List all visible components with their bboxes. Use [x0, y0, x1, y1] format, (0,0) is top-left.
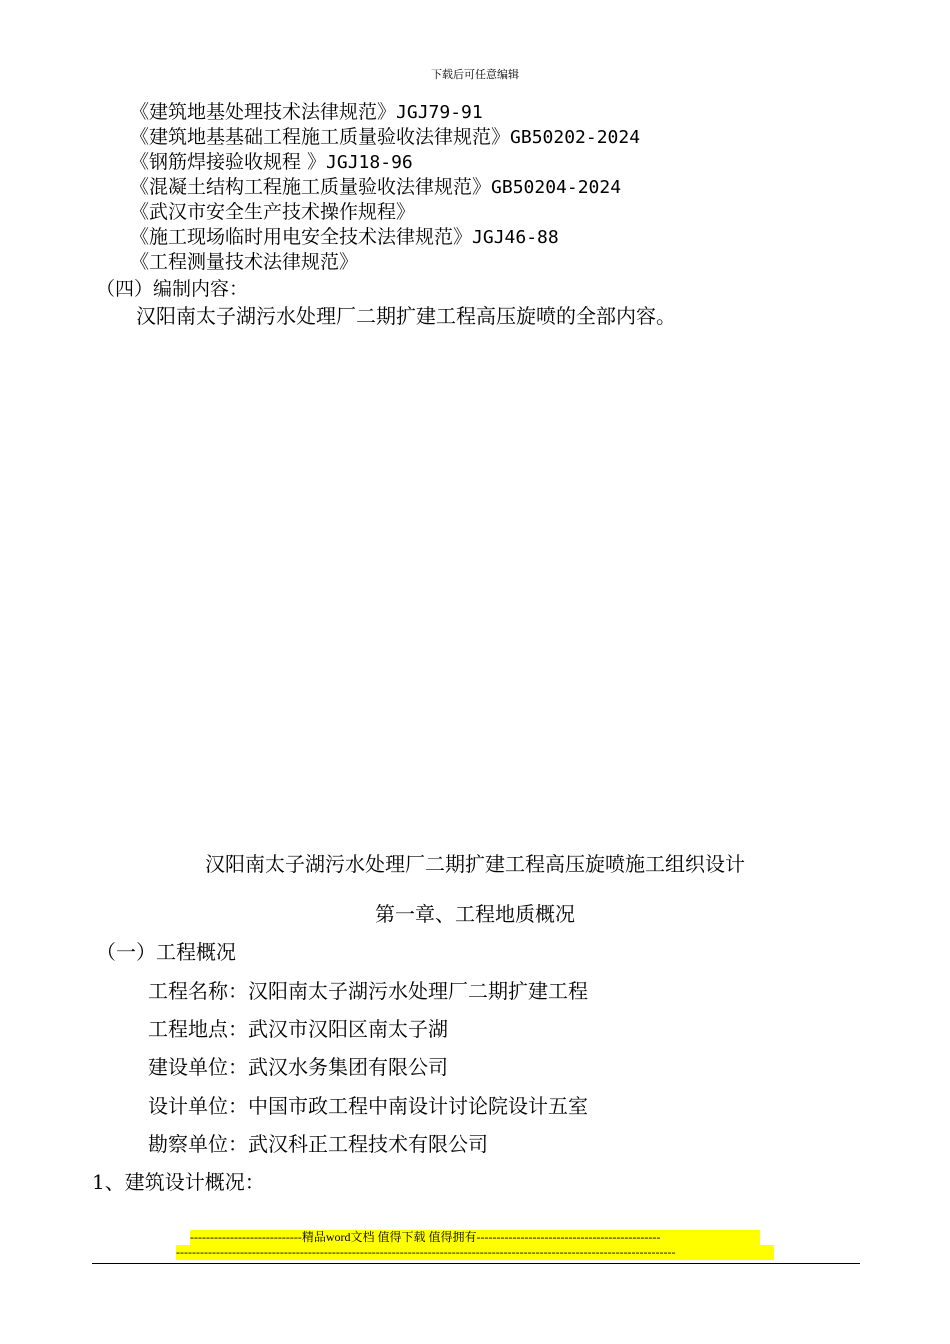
reference-code: GB50204-2024 — [491, 177, 622, 198]
info-label: 勘察单位： — [148, 1132, 248, 1156]
reference-title: 《钢筋焊接验收规程 》 — [130, 151, 327, 173]
reference-item — [130, 225, 559, 250]
reference-title: 《施工现场临时用电安全技术法律规范》 — [130, 226, 473, 248]
reference-title: 《工程测量技术法律规范》 — [130, 251, 359, 273]
reference-title: 《武汉市安全生产技术操作规程》 — [130, 201, 416, 223]
reference-title: 《建筑地基基础工程施工质量验收法律规范》 — [130, 126, 511, 148]
info-value: 武汉市汉阳区南太子湖 — [248, 1017, 448, 1041]
info-value: 武汉科正工程技术有限公司 — [248, 1132, 488, 1156]
project-info-row — [148, 975, 588, 1004]
info-value: 中国市政工程中南设计讨论院设计五室 — [248, 1094, 588, 1118]
footer-rule — [92, 1263, 860, 1264]
header-note: 下载后可任意编辑 — [431, 68, 519, 81]
project-info-row — [148, 1013, 448, 1042]
reference-item — [130, 100, 483, 125]
reference-code: JGJ46-88 — [472, 227, 559, 248]
reference-code: JGJ18-96 — [326, 152, 413, 173]
reference-item — [130, 200, 415, 225]
section-heading: （一）工程概况 — [96, 940, 236, 964]
project-info-row — [148, 1090, 588, 1119]
info-label: 设计单位： — [148, 1094, 248, 1118]
reference-title: 《建筑地基处理技术法律规范》 — [130, 101, 397, 123]
info-value: 武汉水务集团有限公司 — [248, 1055, 448, 1079]
info-label: 工程名称： — [148, 979, 248, 1003]
document-title: 汉阳南太子湖污水处理厂二期扩建工程高压旋喷施工组织设计 — [205, 852, 745, 876]
project-info-row — [148, 1051, 448, 1080]
project-info-row — [148, 1128, 488, 1157]
footer-banner: ----------------------------精品word文档 值得下载 值得拥有---------------------------------------------- — [190, 1230, 760, 1245]
section-body: 汉阳南太子湖污水处理厂二期扩建工程高压旋喷的全部内容。 — [136, 304, 676, 328]
reference-item — [130, 175, 621, 200]
section-heading: （四）编制内容： — [96, 278, 249, 300]
footer-dash-line: ----------------------------------------------------------------------------------------------------------------------------- — [176, 1245, 774, 1260]
info-label: 建设单位： — [148, 1055, 248, 1079]
subsection-heading: 1、建筑设计概况： — [92, 1170, 265, 1194]
reference-code: GB50202-2024 — [510, 127, 641, 148]
reference-item — [130, 150, 413, 175]
reference-item — [130, 125, 640, 150]
info-value: 汉阳南太子湖污水处理厂二期扩建工程 — [248, 979, 588, 1003]
info-label: 工程地点： — [148, 1017, 248, 1041]
chapter-title: 第一章、工程地质概况 — [375, 902, 575, 926]
reference-title: 《混凝土结构工程施工质量验收法律规范》 — [130, 176, 492, 198]
reference-item — [130, 250, 358, 275]
reference-code: JGJ79-91 — [396, 102, 483, 123]
